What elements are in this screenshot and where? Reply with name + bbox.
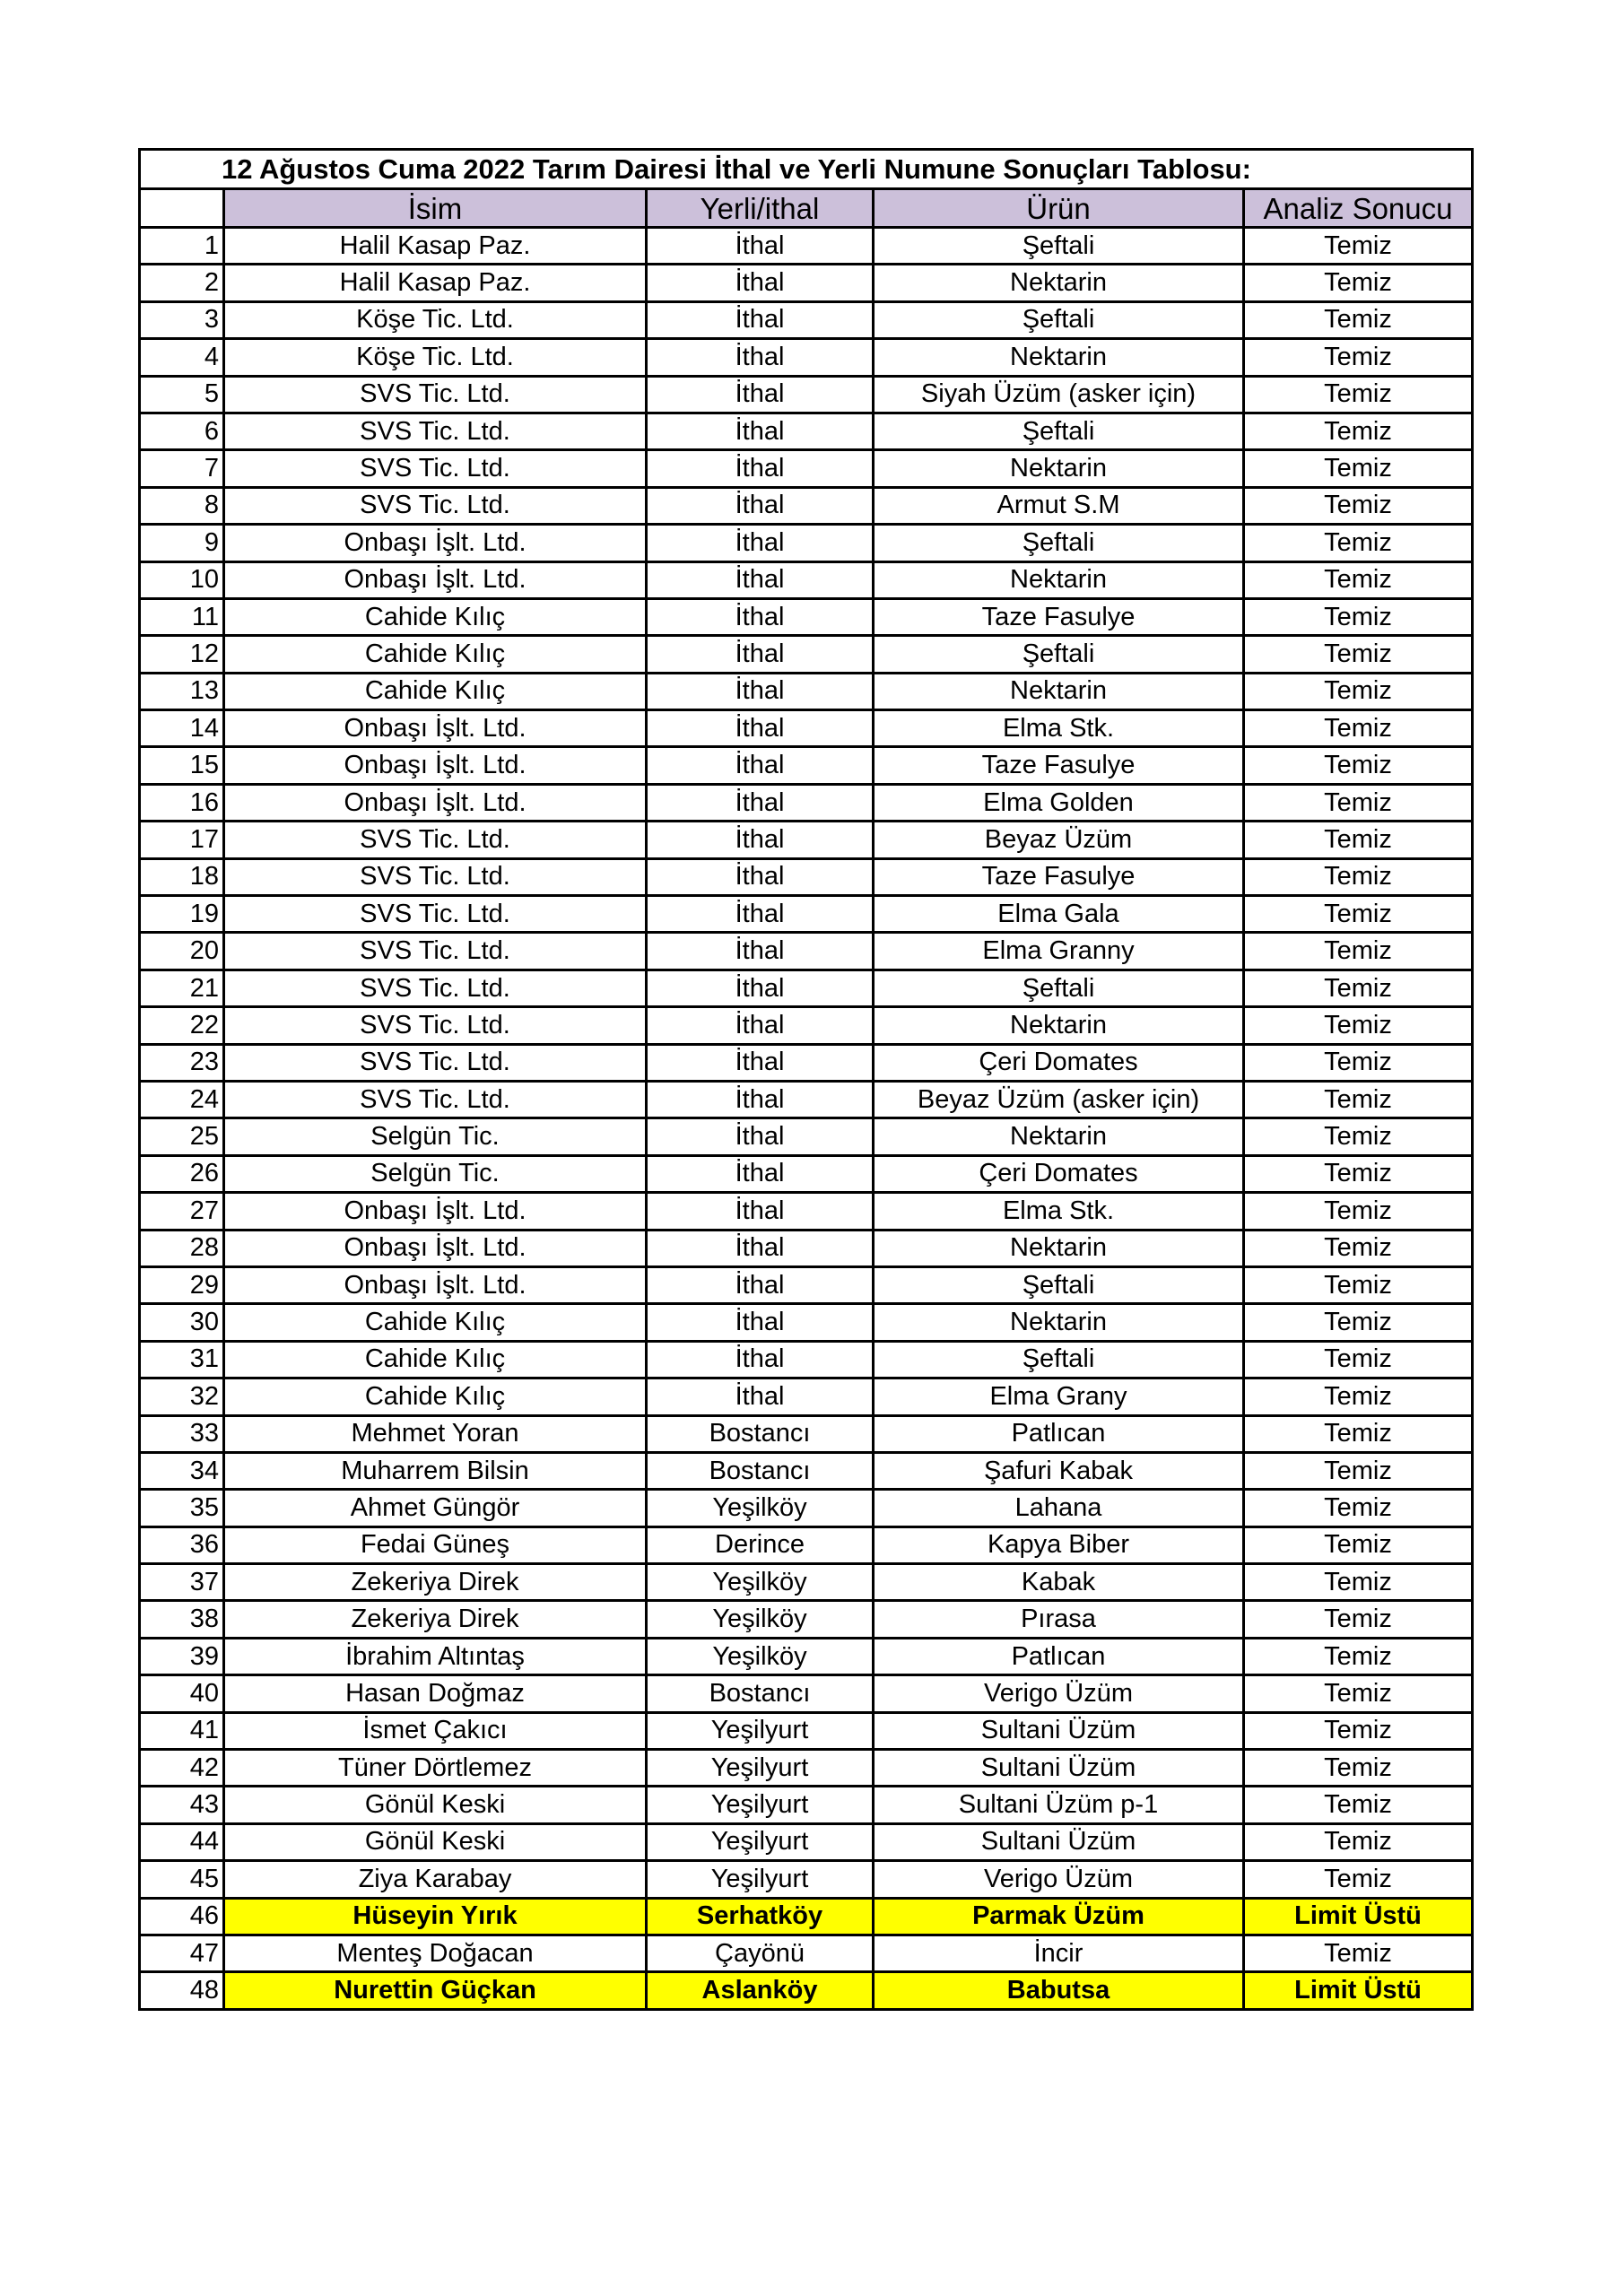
cell-name: Gönül Keski	[224, 1823, 647, 1860]
cell-origin: İthal	[647, 970, 874, 1006]
row-number: 35	[140, 1490, 224, 1526]
row-number: 34	[140, 1452, 224, 1489]
cell-origin: Yeşilyurt	[647, 1712, 874, 1749]
cell-result: Temiz	[1244, 1490, 1473, 1526]
cell-product: Taze Fasulye	[874, 747, 1244, 784]
cell-product: Nektarin	[874, 265, 1244, 301]
cell-product: Sultani Üzüm	[874, 1750, 1244, 1787]
table-row-flagged	[140, 1972, 1473, 2009]
table-row	[140, 301, 1473, 338]
cell-result: Temiz	[1244, 1118, 1473, 1155]
cell-result: Temiz	[1244, 561, 1473, 598]
cell-product: Taze Fasulye	[874, 598, 1244, 635]
table-row	[140, 1601, 1473, 1638]
row-number: 17	[140, 822, 224, 858]
cell-origin: Yeşilköy	[647, 1564, 874, 1601]
cell-name: Onbaşı İşlt. Ltd.	[224, 561, 647, 598]
cell-product: Patlıcan	[874, 1415, 1244, 1452]
table-row	[140, 636, 1473, 673]
cell-product: Elma Golden	[874, 784, 1244, 821]
cell-result: Temiz	[1244, 1861, 1473, 1898]
cell-name: SVS Tic. Ltd.	[224, 933, 647, 970]
cell-result: Temiz	[1244, 376, 1473, 413]
cell-origin: İthal	[647, 1378, 874, 1415]
cell-result: Temiz	[1244, 487, 1473, 524]
cell-result: Temiz	[1244, 1193, 1473, 1230]
cell-origin: Bostancı	[647, 1415, 874, 1452]
cell-result: Temiz	[1244, 673, 1473, 709]
cell-name: SVS Tic. Ltd.	[224, 487, 647, 524]
cell-product: Çeri Domates	[874, 1155, 1244, 1192]
cell-result: Temiz	[1244, 1787, 1473, 1823]
row-number: 18	[140, 858, 224, 895]
cell-product: Siyah Üzüm (asker için)	[874, 376, 1244, 413]
cell-origin: Yeşilköy	[647, 1638, 874, 1674]
cell-product: Verigo Üzüm	[874, 1861, 1244, 1898]
table-row	[140, 858, 1473, 895]
cell-name: Cahide Kılıç	[224, 598, 647, 635]
cell-result: Temiz	[1244, 896, 1473, 933]
cell-result: Temiz	[1244, 784, 1473, 821]
table-row	[140, 339, 1473, 376]
results-table	[138, 148, 1474, 2011]
cell-result: Temiz	[1244, 1712, 1473, 1749]
cell-name: Cahide Kılıç	[224, 1304, 647, 1341]
cell-product: Verigo Üzüm	[874, 1675, 1244, 1712]
cell-product: Şeftali	[874, 525, 1244, 561]
table-row	[140, 970, 1473, 1006]
title-row	[140, 150, 1473, 189]
table-row	[140, 376, 1473, 413]
cell-product: Taze Fasulye	[874, 858, 1244, 895]
cell-name: Menteş Doğacan	[224, 1935, 647, 1971]
cell-name: Fedai Güneş	[224, 1526, 647, 1563]
cell-origin: İthal	[647, 858, 874, 895]
cell-name: Selgün Tic.	[224, 1118, 647, 1155]
cell-name: Zekeriya Direk	[224, 1564, 647, 1601]
row-number: 15	[140, 747, 224, 784]
cell-origin: Serhatköy	[647, 1898, 874, 1935]
cell-product: Patlıcan	[874, 1638, 1244, 1674]
row-number: 27	[140, 1193, 224, 1230]
cell-result: Temiz	[1244, 1601, 1473, 1638]
table-row	[140, 598, 1473, 635]
cell-name: Onbaşı İşlt. Ltd.	[224, 1193, 647, 1230]
row-number: 31	[140, 1341, 224, 1378]
row-number: 38	[140, 1601, 224, 1638]
cell-result: Temiz	[1244, 1750, 1473, 1787]
cell-origin: Yeşilköy	[647, 1490, 874, 1526]
table-row	[140, 1861, 1473, 1898]
row-number: 11	[140, 598, 224, 635]
cell-name: Gönül Keski	[224, 1787, 647, 1823]
cell-result: Temiz	[1244, 1675, 1473, 1712]
table-row	[140, 1044, 1473, 1081]
cell-result: Temiz	[1244, 710, 1473, 747]
cell-origin: Bostancı	[647, 1452, 874, 1489]
row-number: 7	[140, 450, 224, 487]
cell-product: Nektarin	[874, 1118, 1244, 1155]
row-number: 6	[140, 413, 224, 449]
table-row	[140, 1007, 1473, 1044]
table-row	[140, 710, 1473, 747]
row-number: 4	[140, 339, 224, 376]
cell-name: SVS Tic. Ltd.	[224, 970, 647, 1006]
cell-result: Temiz	[1244, 1415, 1473, 1452]
table-row	[140, 1638, 1473, 1674]
table-row	[140, 1452, 1473, 1489]
cell-result: Temiz	[1244, 525, 1473, 561]
cell-product: Kapya Biber	[874, 1526, 1244, 1563]
cell-origin: İthal	[647, 1044, 874, 1081]
table-row	[140, 1750, 1473, 1787]
cell-result: Temiz	[1244, 1526, 1473, 1563]
table-row	[140, 1378, 1473, 1415]
row-number: 13	[140, 673, 224, 709]
header-name: İsim	[224, 189, 647, 228]
table-row	[140, 1675, 1473, 1712]
cell-product: Şeftali	[874, 1341, 1244, 1378]
header-index	[140, 189, 224, 228]
cell-result: Temiz	[1244, 413, 1473, 449]
cell-origin: İthal	[647, 1007, 874, 1044]
row-number: 24	[140, 1081, 224, 1118]
cell-result: Temiz	[1244, 1638, 1473, 1674]
cell-origin: İthal	[647, 1118, 874, 1155]
table-row	[140, 1230, 1473, 1266]
row-number: 1	[140, 228, 224, 265]
cell-product: Armut S.M	[874, 487, 1244, 524]
cell-name: Halil Kasap Paz.	[224, 228, 647, 265]
cell-product: Nektarin	[874, 1230, 1244, 1266]
cell-origin: Yeşilyurt	[647, 1750, 874, 1787]
cell-result: Temiz	[1244, 339, 1473, 376]
cell-result: Temiz	[1244, 1081, 1473, 1118]
row-number: 10	[140, 561, 224, 598]
cell-product: Beyaz Üzüm (asker için)	[874, 1081, 1244, 1118]
cell-name: Hasan Doğmaz	[224, 1675, 647, 1712]
cell-name: Onbaşı İşlt. Ltd.	[224, 525, 647, 561]
cell-origin: Derince	[647, 1526, 874, 1563]
cell-origin: İthal	[647, 228, 874, 265]
cell-origin: İthal	[647, 1193, 874, 1230]
cell-origin: İthal	[647, 1155, 874, 1192]
cell-origin: Yeşilköy	[647, 1601, 874, 1638]
cell-name: SVS Tic. Ltd.	[224, 822, 647, 858]
cell-product: Nektarin	[874, 561, 1244, 598]
cell-origin: İthal	[647, 413, 874, 449]
cell-name: Onbaşı İşlt. Ltd.	[224, 710, 647, 747]
row-number: 16	[140, 784, 224, 821]
header-product: Ürün	[874, 189, 1244, 228]
table-row	[140, 1341, 1473, 1378]
cell-result: Temiz	[1244, 1044, 1473, 1081]
cell-result: Temiz	[1244, 747, 1473, 784]
cell-origin: Aslanköy	[647, 1972, 874, 2009]
table-row	[140, 1266, 1473, 1303]
row-number: 30	[140, 1304, 224, 1341]
cell-origin: İthal	[647, 673, 874, 709]
cell-product: Elma Stk.	[874, 710, 1244, 747]
cell-origin: İthal	[647, 747, 874, 784]
cell-origin: İthal	[647, 450, 874, 487]
table-row	[140, 673, 1473, 709]
cell-result: Temiz	[1244, 1935, 1473, 1971]
cell-origin: İthal	[647, 1081, 874, 1118]
cell-name: Onbaşı İşlt. Ltd.	[224, 1230, 647, 1266]
cell-name: Onbaşı İşlt. Ltd.	[224, 784, 647, 821]
cell-name: Hüseyin Yırık	[224, 1898, 647, 1935]
cell-name: Cahide Kılıç	[224, 636, 647, 673]
cell-name: Onbaşı İşlt. Ltd.	[224, 747, 647, 784]
cell-name: SVS Tic. Ltd.	[224, 858, 647, 895]
cell-product: Kabak	[874, 1564, 1244, 1601]
cell-product: Nektarin	[874, 673, 1244, 709]
row-number: 43	[140, 1787, 224, 1823]
cell-product: Şeftali	[874, 413, 1244, 449]
cell-product: Nektarin	[874, 339, 1244, 376]
cell-product: Şeftali	[874, 1266, 1244, 1303]
row-number: 37	[140, 1564, 224, 1601]
cell-product: Babutsa	[874, 1972, 1244, 2009]
table-row	[140, 1526, 1473, 1563]
row-number: 45	[140, 1861, 224, 1898]
cell-origin: İthal	[647, 822, 874, 858]
row-number: 14	[140, 710, 224, 747]
cell-result: Temiz	[1244, 1304, 1473, 1341]
cell-result: Temiz	[1244, 1230, 1473, 1266]
table-row	[140, 487, 1473, 524]
cell-product: Lahana	[874, 1490, 1244, 1526]
cell-name: SVS Tic. Ltd.	[224, 413, 647, 449]
header-origin: Yerli/ithal	[647, 189, 874, 228]
cell-name: Tüner Dörtlemez	[224, 1750, 647, 1787]
row-number: 8	[140, 487, 224, 524]
cell-name: Ahmet Güngör	[224, 1490, 647, 1526]
cell-product: Pırasa	[874, 1601, 1244, 1638]
cell-result: Temiz	[1244, 1378, 1473, 1415]
cell-origin: İthal	[647, 1230, 874, 1266]
row-number: 5	[140, 376, 224, 413]
table-row	[140, 896, 1473, 933]
row-number: 21	[140, 970, 224, 1006]
row-number: 22	[140, 1007, 224, 1044]
table-row	[140, 1787, 1473, 1823]
cell-origin: İthal	[647, 636, 874, 673]
cell-name: SVS Tic. Ltd.	[224, 1044, 647, 1081]
cell-name: SVS Tic. Ltd.	[224, 1081, 647, 1118]
table-row	[140, 525, 1473, 561]
cell-name: SVS Tic. Ltd.	[224, 1007, 647, 1044]
row-number: 47	[140, 1935, 224, 1971]
table-row	[140, 450, 1473, 487]
cell-origin: İthal	[647, 598, 874, 635]
table-row	[140, 1415, 1473, 1452]
cell-result: Temiz	[1244, 933, 1473, 970]
table-row	[140, 1118, 1473, 1155]
row-number: 12	[140, 636, 224, 673]
cell-result: Temiz	[1244, 301, 1473, 338]
table-row	[140, 1081, 1473, 1118]
row-number: 2	[140, 265, 224, 301]
row-number: 33	[140, 1415, 224, 1452]
cell-name: Cahide Kılıç	[224, 1341, 647, 1378]
cell-product: Elma Granny	[874, 933, 1244, 970]
cell-origin: Yeşilyurt	[647, 1787, 874, 1823]
cell-origin: İthal	[647, 339, 874, 376]
table-title: 12 Ağustos Cuma 2022 Tarım Dairesi İthal ve Yerli Numune Sonuçları Tablosu:	[140, 150, 1473, 189]
cell-result: Temiz	[1244, 1266, 1473, 1303]
cell-result: Temiz	[1244, 598, 1473, 635]
table-row	[140, 747, 1473, 784]
cell-product: Çeri Domates	[874, 1044, 1244, 1081]
cell-product: İncir	[874, 1935, 1244, 1971]
cell-origin: İthal	[647, 561, 874, 598]
cell-origin: İthal	[647, 1341, 874, 1378]
cell-name: Köşe Tic. Ltd.	[224, 339, 647, 376]
cell-product: Şeftali	[874, 636, 1244, 673]
results-sheet	[138, 148, 1471, 2011]
cell-name: Onbaşı İşlt. Ltd.	[224, 1266, 647, 1303]
row-number: 41	[140, 1712, 224, 1749]
row-number: 20	[140, 933, 224, 970]
row-number: 48	[140, 1972, 224, 2009]
cell-name: Halil Kasap Paz.	[224, 265, 647, 301]
table-row	[140, 1935, 1473, 1971]
table-row	[140, 784, 1473, 821]
cell-result: Temiz	[1244, 1823, 1473, 1860]
cell-name: Mehmet Yoran	[224, 1415, 647, 1452]
header-row	[140, 189, 1473, 228]
row-number: 19	[140, 896, 224, 933]
cell-name: Köşe Tic. Ltd.	[224, 301, 647, 338]
cell-origin: İthal	[647, 710, 874, 747]
table-row	[140, 1304, 1473, 1341]
cell-product: Şeftali	[874, 228, 1244, 265]
cell-origin: Yeşilyurt	[647, 1823, 874, 1860]
cell-result: Temiz	[1244, 970, 1473, 1006]
row-number: 9	[140, 525, 224, 561]
cell-result: Limit Üstü	[1244, 1972, 1473, 2009]
table-row	[140, 822, 1473, 858]
row-number: 39	[140, 1638, 224, 1674]
cell-origin: Bostancı	[647, 1675, 874, 1712]
cell-result: Temiz	[1244, 1341, 1473, 1378]
table-row	[140, 1564, 1473, 1601]
row-number: 46	[140, 1898, 224, 1935]
table-row	[140, 1823, 1473, 1860]
cell-product: Sultani Üzüm p-1	[874, 1787, 1244, 1823]
row-number: 23	[140, 1044, 224, 1081]
header-result: Analiz Sonucu	[1244, 189, 1473, 228]
table-row	[140, 933, 1473, 970]
row-number: 40	[140, 1675, 224, 1712]
table-row	[140, 265, 1473, 301]
cell-result: Temiz	[1244, 450, 1473, 487]
cell-result: Temiz	[1244, 1452, 1473, 1489]
table-row	[140, 1712, 1473, 1749]
table-row	[140, 1193, 1473, 1230]
cell-result: Temiz	[1244, 228, 1473, 265]
cell-result: Temiz	[1244, 1155, 1473, 1192]
cell-name: Nurettin Güçkan	[224, 1972, 647, 2009]
row-number: 29	[140, 1266, 224, 1303]
cell-name: Zekeriya Direk	[224, 1601, 647, 1638]
cell-product: Nektarin	[874, 1304, 1244, 1341]
row-number: 42	[140, 1750, 224, 1787]
cell-result: Temiz	[1244, 1007, 1473, 1044]
cell-origin: İthal	[647, 525, 874, 561]
cell-product: Nektarin	[874, 1007, 1244, 1044]
cell-name: Ziya Karabay	[224, 1861, 647, 1898]
cell-name: SVS Tic. Ltd.	[224, 896, 647, 933]
cell-origin: İthal	[647, 1304, 874, 1341]
table-row	[140, 1490, 1473, 1526]
row-number: 44	[140, 1823, 224, 1860]
cell-origin: İthal	[647, 896, 874, 933]
cell-name: Cahide Kılıç	[224, 673, 647, 709]
cell-result: Temiz	[1244, 822, 1473, 858]
cell-product: Elma Grany	[874, 1378, 1244, 1415]
cell-origin: Çayönü	[647, 1935, 874, 1971]
cell-origin: İthal	[647, 265, 874, 301]
row-number: 28	[140, 1230, 224, 1266]
table-row-flagged	[140, 1898, 1473, 1935]
table-row	[140, 413, 1473, 449]
cell-product: Beyaz Üzüm	[874, 822, 1244, 858]
cell-origin: İthal	[647, 784, 874, 821]
cell-product: Şeftali	[874, 970, 1244, 1006]
row-number: 32	[140, 1378, 224, 1415]
cell-result: Temiz	[1244, 265, 1473, 301]
cell-origin: İthal	[647, 487, 874, 524]
cell-name: İsmet Çakıcı	[224, 1712, 647, 1749]
cell-product: Elma Stk.	[874, 1193, 1244, 1230]
cell-origin: İthal	[647, 1266, 874, 1303]
cell-origin: İthal	[647, 933, 874, 970]
cell-name: Cahide Kılıç	[224, 1378, 647, 1415]
cell-product: Sultani Üzüm	[874, 1823, 1244, 1860]
cell-name: İbrahim Altıntaş	[224, 1638, 647, 1674]
cell-result: Temiz	[1244, 858, 1473, 895]
row-number: 25	[140, 1118, 224, 1155]
cell-name: Selgün Tic.	[224, 1155, 647, 1192]
cell-product: Sultani Üzüm	[874, 1712, 1244, 1749]
cell-product: Parmak Üzüm	[874, 1898, 1244, 1935]
cell-origin: İthal	[647, 376, 874, 413]
row-number: 26	[140, 1155, 224, 1192]
cell-product: Şeftali	[874, 301, 1244, 338]
cell-result: Temiz	[1244, 636, 1473, 673]
cell-result: Temiz	[1244, 1564, 1473, 1601]
cell-product: Nektarin	[874, 450, 1244, 487]
cell-name: SVS Tic. Ltd.	[224, 450, 647, 487]
cell-name: SVS Tic. Ltd.	[224, 376, 647, 413]
row-number: 3	[140, 301, 224, 338]
cell-product: Şafuri Kabak	[874, 1452, 1244, 1489]
table-row	[140, 561, 1473, 598]
cell-origin: Yeşilyurt	[647, 1861, 874, 1898]
table-row	[140, 228, 1473, 265]
cell-name: Muharrem Bilsin	[224, 1452, 647, 1489]
cell-origin: İthal	[647, 301, 874, 338]
table-row	[140, 1155, 1473, 1192]
cell-product: Elma Gala	[874, 896, 1244, 933]
cell-result: Limit Üstü	[1244, 1898, 1473, 1935]
row-number: 36	[140, 1526, 224, 1563]
